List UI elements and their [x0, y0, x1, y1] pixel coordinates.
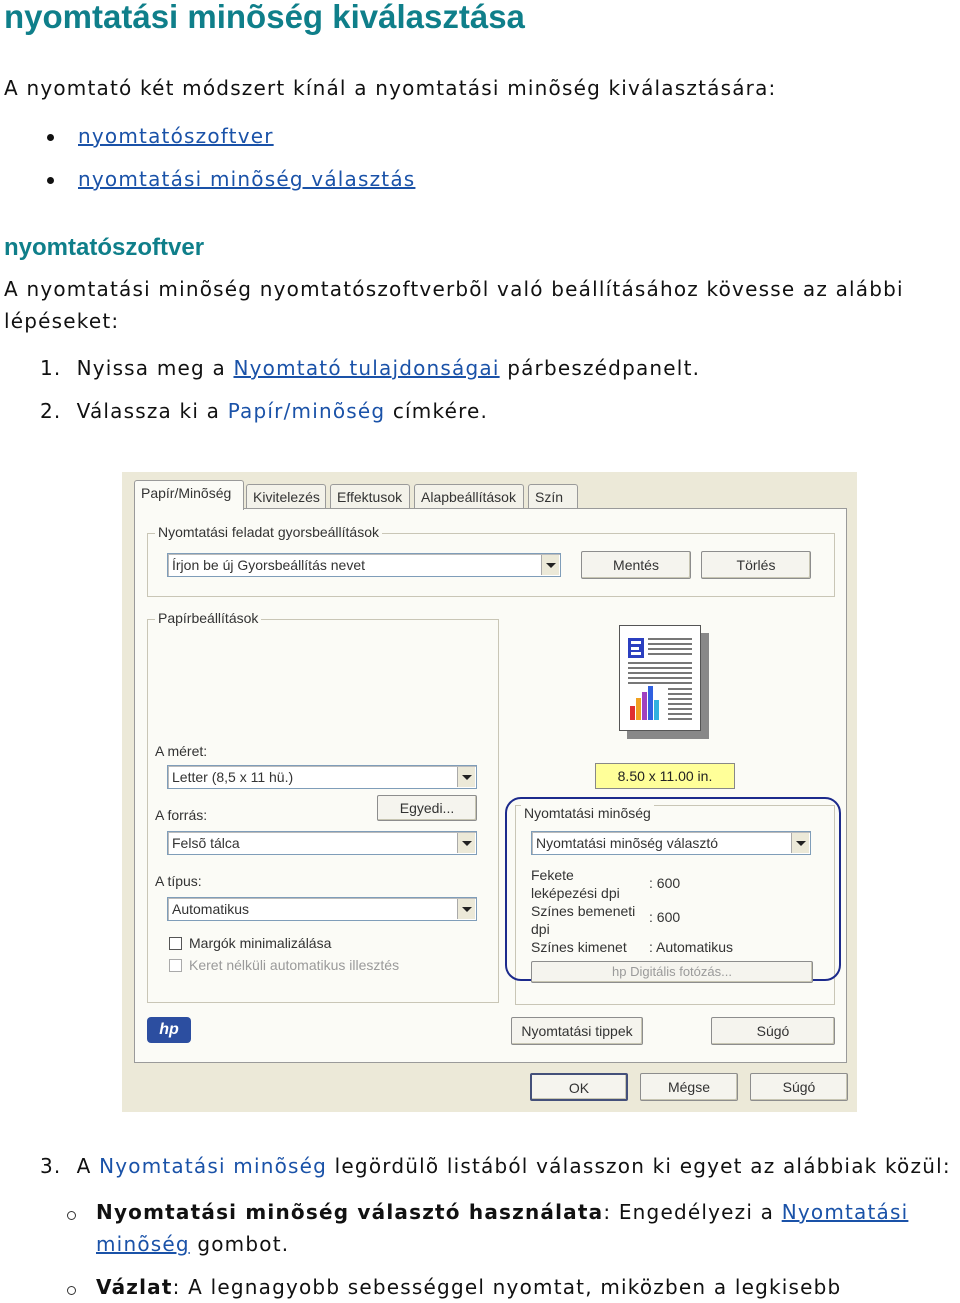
- step-text: A: [76, 1154, 92, 1178]
- help-button-2[interactable]: Súgó: [750, 1073, 848, 1101]
- size-combo[interactable]: [167, 765, 477, 789]
- step-number: 3.: [40, 1154, 62, 1178]
- tab-finishing[interactable]: Kivitelezés: [246, 484, 326, 508]
- paper-dimensions-display: 8.50 x 11.00 in.: [595, 763, 735, 789]
- bullet-dot: [47, 177, 54, 184]
- step-text: Válassza ki a: [76, 399, 221, 423]
- source-value: Felsõ tálca: [172, 835, 240, 851]
- quick-settings-value: Írjon be új Gyorsbeállítás nevet: [172, 557, 365, 573]
- option-text: : A legnagyobb sebességgel nyomtat, miközben a legkisebb: [172, 1275, 842, 1299]
- type-label: A típus:: [155, 873, 202, 889]
- help-button[interactable]: Súgó: [711, 1017, 835, 1045]
- type-value: Automatikus: [172, 901, 250, 917]
- color-in-dpi-label: Színes bemeneti: [531, 903, 636, 919]
- quick-settings-combo[interactable]: [167, 553, 561, 577]
- step-1: [40, 356, 700, 380]
- intro-text: A nyomtató két módszert kínál a nyomtatási minõség kiválasztására:: [4, 76, 777, 100]
- link-print-quality-cont[interactable]: minõség: [96, 1232, 190, 1256]
- print-quality-label: Nyomtatási minõség: [521, 805, 654, 821]
- custom-size-button[interactable]: Egyedi...: [377, 795, 477, 821]
- color-out-label: Színes kimenet: [531, 939, 627, 955]
- step-text: párbeszédpanelt.: [507, 356, 701, 380]
- tab-color[interactable]: Szín: [528, 484, 578, 508]
- print-quality-term: Nyomtatási minõség: [99, 1154, 328, 1178]
- link-printer-software[interactable]: nyomtatószoftver: [78, 124, 274, 148]
- circle-bullet-icon: [67, 1286, 76, 1295]
- save-button[interactable]: Mentés: [581, 551, 691, 579]
- tab-effects[interactable]: Effektusok: [330, 484, 410, 508]
- dropdown-arrow-icon[interactable]: [457, 899, 475, 919]
- size-value: Letter (8,5 x 11 hü.): [172, 769, 294, 785]
- step-text: legördülõ listából válasszon ki egyet az alábbiak közül:: [334, 1154, 951, 1178]
- minimize-margins-label: Margók minimalizálása: [189, 935, 332, 951]
- color-in-dpi-label-2: dpi: [531, 921, 550, 937]
- option-text: : Engedélyezi a: [603, 1200, 775, 1224]
- section-title: nyomtatószoftver: [4, 234, 205, 261]
- borderless-fit-checkbox: [169, 959, 182, 972]
- step-number: 1.: [40, 356, 62, 380]
- print-tips-button[interactable]: Nyomtatási tippek: [511, 1017, 643, 1045]
- option-quality-selector-cont: [96, 1232, 289, 1256]
- dropdown-arrow-icon[interactable]: [541, 555, 559, 575]
- borderless-fit-label: Keret nélküli automatikus illesztés: [189, 957, 400, 973]
- delete-button[interactable]: Törlés: [701, 551, 811, 579]
- digital-photo-button: hp Digitális fotózás...: [531, 961, 813, 983]
- option-title: Vázlat: [96, 1275, 173, 1299]
- section-text: A nyomtatási minõség nyomtatószoftverbõl való beállításához kövesse az alábbi: [4, 277, 904, 301]
- page-title: nyomtatási minõség kiválasztása: [4, 0, 525, 35]
- step-text: Nyissa meg a: [76, 356, 226, 380]
- section-text-cont: lépéseket:: [4, 309, 120, 333]
- black-dpi-value: : 600: [649, 875, 681, 891]
- bullet-dot: [47, 134, 54, 141]
- black-dpi-label-2: leképezési dpi: [531, 885, 620, 901]
- black-dpi-label: Fekete: [531, 867, 574, 883]
- option-title: Nyomtatási minõség választó használata: [96, 1200, 604, 1224]
- step-2: [40, 399, 488, 423]
- step-text: címkére.: [392, 399, 489, 423]
- step-3: [40, 1154, 951, 1178]
- tab-paper-quality[interactable]: Papír/Minõség: [134, 480, 244, 510]
- color-out-value: : Automatikus: [649, 939, 734, 955]
- dropdown-arrow-icon[interactable]: [457, 833, 475, 853]
- print-quality-combo[interactable]: [531, 831, 811, 855]
- color-in-dpi-value: : 600: [649, 909, 681, 925]
- option-text: gombot.: [197, 1232, 290, 1256]
- size-label: A méret:: [155, 743, 208, 759]
- printer-properties-dialog: [122, 472, 857, 1112]
- paper-quality-term: Papír/minõség: [227, 399, 386, 423]
- page-preview-graphic: [620, 626, 700, 730]
- paper-settings-label: Papírbeállítások: [155, 610, 261, 626]
- dropdown-arrow-icon[interactable]: [457, 767, 475, 787]
- print-quality-value: Nyomtatási minõség választó: [536, 835, 719, 851]
- link-printer-properties[interactable]: Nyomtató tulajdonságai: [233, 356, 500, 380]
- tab-panel: [134, 508, 847, 1063]
- quick-settings-label: Nyomtatási feladat gyorsbeállítások: [155, 524, 382, 540]
- page-preview-icon: [619, 625, 701, 731]
- ok-button[interactable]: OK: [530, 1073, 628, 1101]
- circle-bullet-icon: [67, 1211, 76, 1220]
- option-draft: [96, 1275, 841, 1299]
- source-label: A forrás:: [155, 807, 208, 823]
- step-number: 2.: [40, 399, 62, 423]
- dropdown-arrow-icon[interactable]: [791, 833, 809, 853]
- hp-logo: hp: [147, 1017, 191, 1043]
- minimize-margins-checkbox[interactable]: [169, 937, 182, 950]
- link-quality-selection[interactable]: nyomtatási minõség választás: [78, 167, 416, 191]
- cancel-button[interactable]: Mégse: [640, 1073, 738, 1101]
- link-print-quality[interactable]: Nyomtatási: [781, 1200, 909, 1224]
- tab-basics[interactable]: Alapbeállítások: [414, 484, 524, 508]
- source-combo[interactable]: [167, 831, 477, 855]
- type-combo[interactable]: [167, 897, 477, 921]
- option-quality-selector: [96, 1200, 908, 1224]
